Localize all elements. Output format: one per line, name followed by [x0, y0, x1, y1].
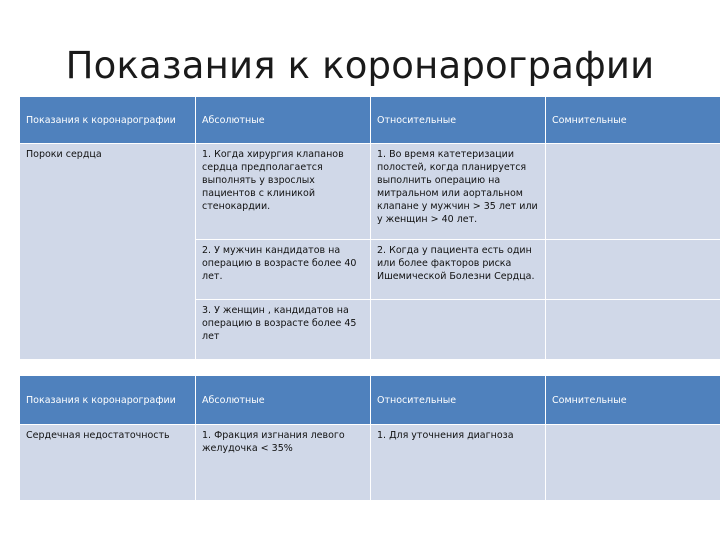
- table-row: [20, 425, 720, 501]
- relative-cell: 1. Для уточнения диагноза: [371, 425, 546, 501]
- header-doubtful: Сомнительные: [546, 97, 720, 144]
- absolute-cell: 2. У мужчин кандидатов на операцию в возрасте более 40 лет.: [196, 240, 371, 300]
- header-relative: Относительные: [371, 376, 546, 425]
- doubtful-cell: [546, 300, 720, 360]
- doubtful-cell: [546, 240, 720, 300]
- header-indications: Показания к коронарографии: [20, 97, 196, 144]
- page-title: Показания к коронарографии: [65, 44, 655, 87]
- relative-cell: [371, 300, 546, 360]
- row-label-valve-disease: Пороки сердца: [20, 144, 196, 360]
- doubtful-cell: [546, 425, 720, 501]
- doubtful-cell: [546, 144, 720, 240]
- header-indications: Показания к коронарографии: [20, 376, 196, 425]
- absolute-cell: 1. Когда хирургия клапанов сердца предполагается выполнять у взрослых пациентов с клиникой стенокардии.: [196, 144, 371, 240]
- absolute-cell: 3. У женщин , кандидатов на операцию в возрасте более 45 лет: [196, 300, 371, 360]
- indications-table-heart-failure: [19, 375, 720, 501]
- row-label-heart-failure: Сердечная недостаточность: [20, 425, 196, 501]
- header-doubtful: Сомнительные: [546, 376, 720, 425]
- relative-cell: 2. Когда у пациента есть один или более факторов риска Ишемической Болезни Сердца.: [371, 240, 546, 300]
- header-absolute: Абсолютные: [196, 376, 371, 425]
- absolute-cell: 1. Фракция изгнания левого желудочка < 35%: [196, 425, 371, 501]
- indications-table-valve-disease: [19, 96, 720, 360]
- relative-cell: 1. Во время катетеризации полостей, когда планируется выполнить операцию на митральном или аортальном клапане у мужчин > 35 лет или у женщин > 40 лет.: [371, 144, 546, 240]
- header-absolute: Абсолютные: [196, 97, 371, 144]
- table-header-row: [20, 97, 720, 144]
- table-row: [20, 144, 720, 240]
- table-header-row: [20, 376, 720, 425]
- header-relative: Относительные: [371, 97, 546, 144]
